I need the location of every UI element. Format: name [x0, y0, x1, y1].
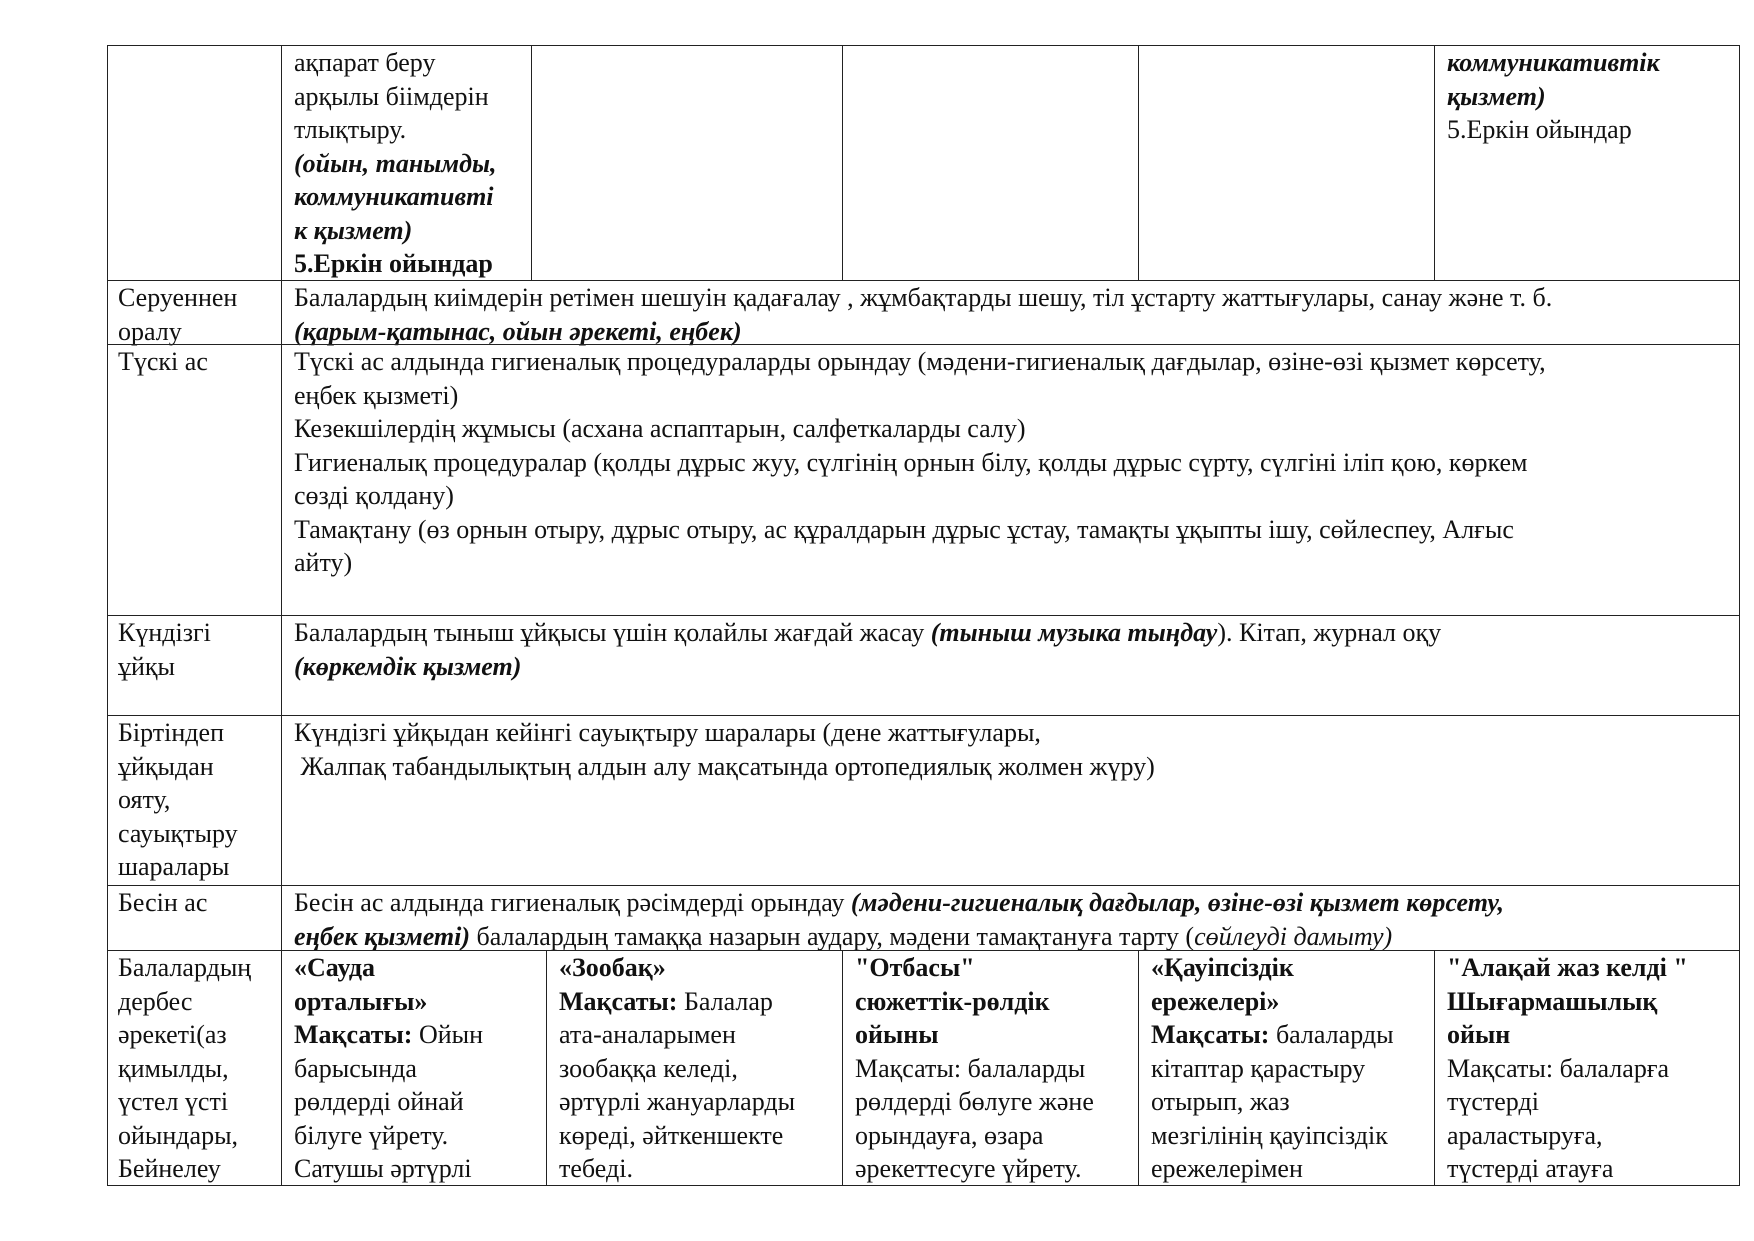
content-cell — [1434, 46, 1741, 280]
row-label-cell — [108, 281, 281, 344]
activity-title: ойын — [1447, 1020, 1511, 1049]
activity-tag: (ойын, танымды, — [294, 148, 497, 178]
text-line: Тамақтану (өз орнын отыру, дұрыс отыру, ас құралдарын дұрыс ұстау, тамақты ұқыпты ішу, сөйлеспеу, Алғыс — [294, 514, 1514, 544]
table-row — [107, 45, 1740, 281]
goal-label: Мақсаты: — [1151, 1020, 1270, 1049]
activity-tag: қызмет) — [1447, 81, 1546, 111]
content-cell — [281, 716, 1741, 885]
text-line: Сатушы әртүрлі — [294, 1154, 472, 1183]
row-label: ұйқы — [118, 651, 176, 681]
free-play-label: 5.Еркін ойындар — [1447, 115, 1632, 144]
content-cell — [281, 951, 546, 1185]
content-cell — [1138, 46, 1434, 280]
row-label-cell — [108, 886, 281, 950]
row-label-cell — [108, 345, 281, 615]
content-cell — [1434, 951, 1741, 1185]
activity-title: ережелері» — [1151, 986, 1280, 1016]
row-label: үстел үсті — [118, 1087, 229, 1116]
table-row — [107, 950, 1740, 1186]
row-label: сауықтыру — [118, 818, 238, 848]
row-label: оралу — [118, 316, 182, 346]
text-span: балаларды — [1269, 1020, 1394, 1049]
text-line: түстерді — [1447, 1087, 1539, 1116]
text-line: Жалпақ табандылықтың алдын алу мақсатында ортопедиялық жолмен жүру) — [294, 751, 1155, 781]
text-line — [294, 886, 1741, 920]
row-label: ұйқыдан — [118, 751, 214, 781]
row-label-cell — [108, 616, 281, 715]
free-play-label: 5.Еркін ойындар — [294, 249, 493, 278]
row-label-cell — [108, 46, 281, 280]
row-label: Күндізгі — [118, 618, 211, 647]
text-line: көреді, әйткеншекте — [559, 1120, 784, 1150]
text-span: Балалардың тыныш ұйқысы үшін қолайлы жағдай жасау — [294, 618, 931, 647]
text-line: Гигиеналық процедуралар (қолды дұрыс жуу, сүлгінің орнын білу, қолды дұрыс сүрту, сүлгіні іліп қою, көркем — [294, 447, 1528, 477]
activity-title: "Алақай жаз келді " — [1447, 953, 1688, 982]
text-line: еңбек қызметі) — [294, 380, 459, 410]
text-line: Мақсаты: балаларды — [855, 1053, 1086, 1083]
text-line — [1151, 1018, 1434, 1052]
row-label: ойындары, — [118, 1120, 239, 1150]
row-label: Бейнелеу — [118, 1154, 221, 1183]
activity-title: «Зообақ» — [559, 953, 666, 982]
text-line: әртүрлі жануарларды — [559, 1087, 796, 1116]
text-line: Мақсаты: балаларға — [1447, 1053, 1670, 1083]
row-label: Біртіндеп — [118, 718, 224, 747]
text-line: ақпарат беру — [294, 48, 436, 77]
row-label: әрекеті(аз — [118, 1020, 227, 1049]
content-cell — [842, 46, 1138, 280]
activity-title: "Отбасы" — [855, 953, 975, 982]
text-line: кітаптар қарастыру — [1151, 1053, 1366, 1083]
table-row — [107, 615, 1740, 716]
goal-label: Мақсаты: — [559, 986, 678, 1016]
content-cell — [531, 46, 842, 280]
activity-title: «Қауіпсіздік — [1151, 953, 1294, 982]
content-cell — [842, 951, 1138, 1185]
text-line — [559, 985, 842, 1019]
row-label: Бесін ас — [118, 888, 208, 917]
content-cell — [281, 281, 1741, 344]
text-line: Балалардың киімдерін ретімен шешуін қадағалау , жұмбақтарды шешу, тіл ұстарту жаттығулары, санау және т. б. — [294, 283, 1553, 312]
text-span: Бесін ас алдында гигиеналық рәсімдерді орындау — [294, 888, 851, 917]
content-cell — [281, 616, 1741, 715]
text-line: сөзді қолдану) — [294, 481, 454, 510]
row-label: дербес — [118, 986, 193, 1016]
activity-title: сюжеттік-рөлдік — [855, 986, 1050, 1016]
content-cell — [281, 886, 1741, 950]
text-line — [294, 920, 1741, 954]
text-line: мезгілінің қауіпсіздік — [1151, 1120, 1388, 1150]
text-line: ата-аналарымен — [559, 1020, 736, 1049]
table-row — [107, 280, 1740, 345]
table-row — [107, 715, 1740, 886]
text-line: Кезекшілердің жұмысы (асхана аспаптарын, салфеткаларды салу) — [294, 414, 1026, 443]
activity-tag: сөйлеуді дамыту — [1194, 921, 1384, 951]
content-cell — [1138, 951, 1434, 1185]
activity-title: Шығармашылық — [1447, 986, 1658, 1016]
text-span: Ойын — [412, 1020, 484, 1049]
text-line: тебеді. — [559, 1154, 633, 1183]
activity-title: «Сауда — [294, 953, 375, 982]
content-cell — [281, 46, 531, 280]
row-label-cell — [108, 951, 281, 1185]
text-line: ережелерімен — [1151, 1154, 1303, 1183]
text-line: тлықтыру. — [294, 115, 407, 144]
activity-title: ойыны — [855, 1020, 939, 1049]
activity-title: орталығы» — [294, 986, 428, 1016]
content-cell — [281, 345, 1741, 615]
row-label: Серуеннен — [118, 283, 238, 312]
activity-tag: коммуникативтік — [1447, 48, 1660, 77]
text-line: айту) — [294, 548, 353, 577]
text-line: барысында — [294, 1053, 417, 1083]
row-label: Түскі ас — [118, 347, 208, 376]
table-row — [107, 885, 1740, 951]
row-label: ояту, — [118, 785, 171, 814]
row-label: шаралары — [118, 852, 230, 881]
text-line: араластыруға, — [1447, 1120, 1603, 1150]
text-line: орындауға, өзара — [855, 1120, 1044, 1150]
text-line: білуге үйрету. — [294, 1120, 449, 1150]
activity-tag: еңбек қызметі) — [294, 921, 470, 951]
text-span: балалардың тамаққа назарын аудару, мәдени тамақтануға тарту ( — [470, 921, 1195, 951]
text-span: Балалар — [677, 986, 773, 1016]
activity-tag: коммуникативті — [294, 182, 494, 211]
text-line: отырып, жаз — [1151, 1087, 1290, 1116]
activity-tag: (көркемдік қызмет) — [294, 651, 522, 681]
text-line: зообаққа келеді, — [559, 1053, 738, 1083]
text-line: Түскі ас алдында гигиеналық процедураларды орындау (мәдени-гигиеналық дағдылар, өзіне-өзі қызмет көрсету, — [294, 347, 1546, 376]
text-span: ). Кітап, журнал оқу — [1217, 618, 1442, 647]
activity-tag: (қарым-қатынас, ойын әрекеті, еңбек) — [294, 316, 742, 346]
row-label: Балалардың — [118, 953, 252, 982]
text-line: түстерді атауға — [1447, 1154, 1614, 1183]
text-line — [294, 616, 1741, 650]
content-cell — [546, 951, 842, 1185]
row-label-cell — [108, 716, 281, 885]
activity-tag: (тыныш музыка тыңдау — [930, 618, 1218, 647]
text-line: Күндізгі ұйқыдан кейінгі сауықтыру шаралары (дене жаттығулары, — [294, 718, 1041, 747]
text-span: ) — [1383, 921, 1393, 951]
text-line — [294, 1018, 546, 1052]
table-row — [107, 344, 1740, 616]
text-line: рөлдерді бөлуге және — [855, 1087, 1094, 1116]
text-line: арқылы біімдерін — [294, 81, 489, 111]
text-line: рөлдерді ойнай — [294, 1087, 464, 1116]
activity-tag: к қызмет) — [294, 215, 413, 245]
goal-label: Мақсаты: — [294, 1020, 413, 1049]
text-line: әрекеттесуге үйрету. — [855, 1154, 1082, 1183]
activity-tag: (мәдени-гигиеналық дағдылар, өзіне-өзі қызмет көрсету, — [850, 888, 1505, 917]
row-label: қимылды, — [118, 1053, 229, 1083]
